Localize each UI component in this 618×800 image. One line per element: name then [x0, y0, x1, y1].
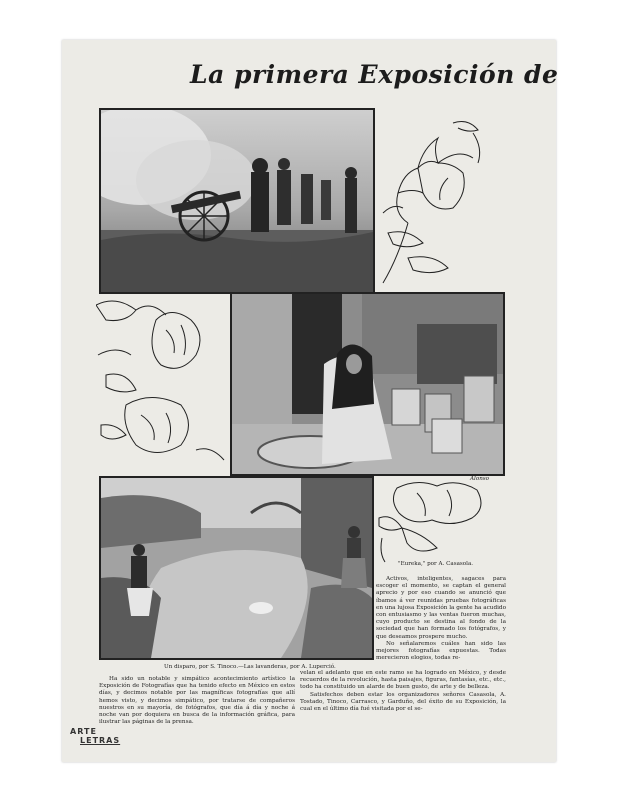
- caption-bottom: Un disparo, por S. Tinoco.—Las lavanderas, por A. Luperció.: [164, 664, 336, 670]
- arte-letras-logo: [70, 727, 128, 749]
- logo-line-2: LETRAS: [80, 736, 121, 745]
- flower-illustration-bottom-right: [377, 478, 495, 563]
- photo-eureka: [230, 292, 505, 476]
- photo-lavanderas: [99, 476, 374, 660]
- paragraph: Activos, inteligentes, sagaces para escoger el momento, se captan el general aprecio y por eso cuando se anunció que íbamos á ver reunidas pruebas fotográficas en una lujosa Exposición la gente ha acudido con entusiasmo y las ventas fueron muchas, cuyo producto se destina al fondo de la sociedad que han formado los fotógrafos, y que deseamos prospere mucho.: [376, 576, 506, 640]
- column-center: [300, 670, 506, 713]
- flower-illustration-left: [96, 295, 226, 473]
- flower-illustration-top-right: [378, 118, 488, 288]
- paragraph: No señalaremos cuáles han sido las mejores fotografías expuestas. Todas merecieron elogios, todas re-: [376, 640, 506, 662]
- signature: Alonso: [470, 476, 490, 482]
- paragraph: Ha sido un notable y simpático acontecimiento artístico la Exposición de Fotografías que ha tenido efecto en México en estos días, y decimos notable por las magníficas fotografías que allí hemos visto, y decimos simpático, por tratarse de compañeros nuestros en su mayoría, de fotógrafos, que día á día y noche á noche van por doquiera en busca de la información gráfica, para ilustrar las páginas de la prensa.: [99, 676, 295, 726]
- column-right: [376, 576, 506, 662]
- photo-disparo: [99, 108, 375, 294]
- paragraph: velan el adelanto que en este ramo se ha logrado en México, y desde recuerdos de la revolución, hasta paisajes, figuras, fantasías, etc., etc., todo ha constituido un alarde de buen gusto, de arte y de belleza.: [300, 670, 506, 691]
- page-title: La primera Exposición de: [190, 60, 559, 89]
- paragraph: Satisfechos deben estar los organizadores señores Casasola, A. Tostado, Tinoco, Carrasco, y Garduño, del éxito de su Exposición, la cual en el último día fué visitada por el se-: [300, 691, 506, 713]
- logo-line-1: ARTE: [70, 727, 97, 736]
- caption-eureka: "Eureka," por A. Casasola.: [398, 561, 474, 567]
- column-left: [99, 676, 295, 726]
